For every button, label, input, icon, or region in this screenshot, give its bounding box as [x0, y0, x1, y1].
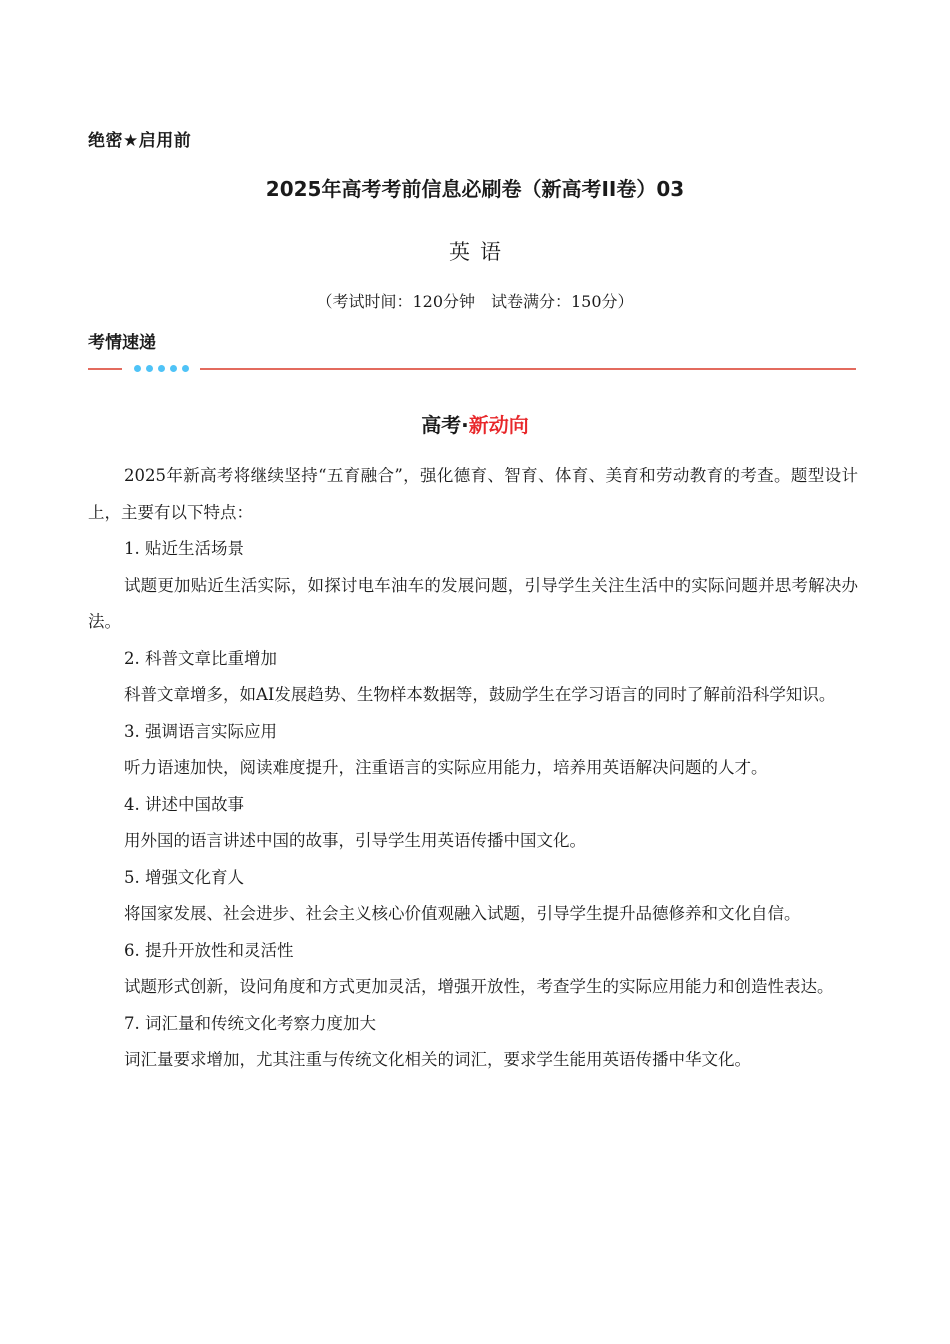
item-title: 4. 讲述中国故事 [124, 794, 244, 814]
divider-line-left [88, 368, 122, 370]
item-body: 将国家发展、社会进步、社会主义核心价值观融入试题，引导学生提升品德修养和文化自信。 [124, 904, 801, 923]
divider-dot [134, 365, 141, 372]
item-body: 试题更加贴近生活实际，如探讨电车油车的发展问题，引导学生关注生活中的实际问题并思考解决办法。 [88, 575, 858, 631]
section-heading-accent: 新动向 [468, 413, 529, 437]
confidential-label: 绝密★启用前 [88, 131, 192, 151]
item-title: 1. 贴近生活场景 [124, 539, 244, 558]
item-title: 2. 科普文章比重增加 [124, 648, 277, 668]
intro-paragraph: 2025年新高考将继续坚持“五育融合”，强化德育、智育、体育、美育和劳动教育的考查。题型设计上，主要有以下特点： [88, 466, 858, 522]
item-body: 用外国的语言讲述中国的故事，引导学生用英语传播中国文化。 [124, 831, 586, 850]
divider-line-right [200, 368, 856, 370]
section-heading-prefix: 高考· [421, 413, 469, 437]
item-body: 听力语速加快，阅读难度提升，注重语言的实际应用能力，培养用英语解决问题的人才。 [124, 758, 768, 777]
item-title: 7. 词汇量和传统文化考察力度加大 [124, 1013, 376, 1033]
item-body: 科普文章增多，如AI发展趋势、生物样本数据等，鼓励学生在学习语言的同时了解前沿科学知识。 [124, 685, 836, 704]
section-divider [88, 361, 856, 377]
section-label: 考情速递 [88, 333, 156, 353]
section-heading [0, 409, 950, 438]
divider-dot [158, 365, 165, 372]
divider-dot [146, 365, 153, 372]
exam-title: 2025年高考考前信息必刷卷（新高考II卷）03 [265, 177, 685, 201]
item-title: 3. 强调语言实际应用 [124, 721, 277, 741]
content-body [88, 458, 858, 1079]
item-title: 6. 提升开放性和灵活性 [124, 940, 294, 960]
item-body: 词汇量要求增加，尤其注重与传统文化相关的词汇，要求学生能用英语传播中华文化。 [124, 1050, 751, 1069]
item-body: 试题形式创新，设问角度和方式更加灵活，增强开放性，考查学生的实际应用能力和创造性表达。 [124, 977, 834, 996]
item-title: 5. 增强文化育人 [124, 867, 244, 887]
divider-dot [170, 365, 177, 372]
subject-title: 英语 [449, 240, 511, 264]
exam-info: （考试时间：120分钟 试卷满分：150分） [316, 292, 634, 311]
divider-dot [182, 365, 189, 372]
